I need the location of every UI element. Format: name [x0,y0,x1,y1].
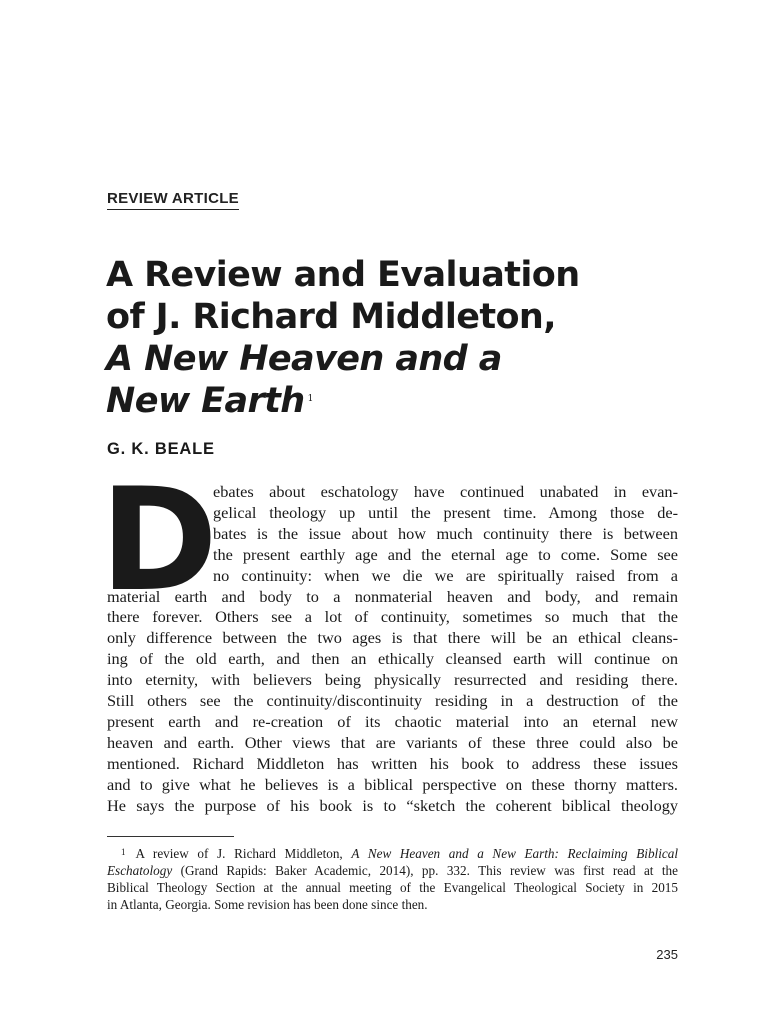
footnote-divider [107,836,234,837]
body-line: ing of the old earth, and then an ethically cleansed earth will continue on [107,649,678,669]
footnote-book-title: A New Heaven and a New Earth: Reclaiming Biblical [351,846,678,861]
body-line: gelical theology up until the present time. Among those de- [213,502,678,522]
drop-cap: D [100,458,212,623]
body-line: Still others see the continuity/discontinuity residing in a destruction of the [107,691,678,711]
footnote-text: A review of J. Richard Middleton, [135,846,352,861]
body-line: only difference between the two ages is that there will be an ethical cleans- [107,628,678,648]
title-line-3: A New Heaven and a [106,339,502,379]
body-line: material earth and body to a nonmaterial heaven and body, and remain [107,586,678,606]
body-line: and to give what he believes is a biblical perspective on these thorny matters. [107,774,678,794]
title-line-4 [106,380,706,422]
footnote-line-1 [107,845,678,862]
body-line: into eternity, with believers being physically resurrected and residing there. [107,670,678,690]
title-footnote-marker[interactable]: 1 [307,394,313,404]
article-title [106,254,706,422]
body-line: ebates about eschatology have continued unabated in evan- [213,482,678,501]
body-line: there forever. Others see a lot of continuity, sometimes so much that the [107,607,678,627]
body-line: present earth and re-creation of its chaotic material into an eternal new [107,711,678,731]
footnote-number: 1 [121,847,126,857]
body-text [107,482,678,817]
footnote-line-2 [107,862,678,879]
footnote [107,845,678,913]
footnote-book-subtitle: Eschatology [107,863,173,878]
footnote-text: (Grand Rapids: Baker Academic, 2014), pp. 332. This review was first read at the [172,863,678,878]
footnote-line-4: in Atlanta, Georgia. Some revision has been done since then. [107,897,428,912]
section-label: REVIEW ARTICLE [107,190,239,210]
body-line: He says the purpose of his book is to “sketch the coherent biblical theology [107,795,678,815]
title-line-1: A Review and Evaluation [106,255,580,295]
title-line-4-text: New Earth [106,381,305,421]
body-line: bates is the issue about how much continuity there is between [213,523,678,543]
footnote-line-3: Biblical Theology Section at the annual meeting of the Evangelical Theological Society in 2015 [107,880,678,895]
body-line: no continuity: when we die we are spiritually raised from a [213,565,678,585]
author-name: G. K. BEALE [107,440,215,458]
body-line: mentioned. Richard Middleton has written his book to address these issues [107,753,678,773]
title-line-2: of J. Richard Middleton, [106,297,556,337]
body-line: heaven and earth. Other views that are variants of these three could also be [107,732,678,752]
page-number: 235 [656,947,678,962]
body-line: the present earthly age and the eternal age to come. Some see [213,544,678,564]
